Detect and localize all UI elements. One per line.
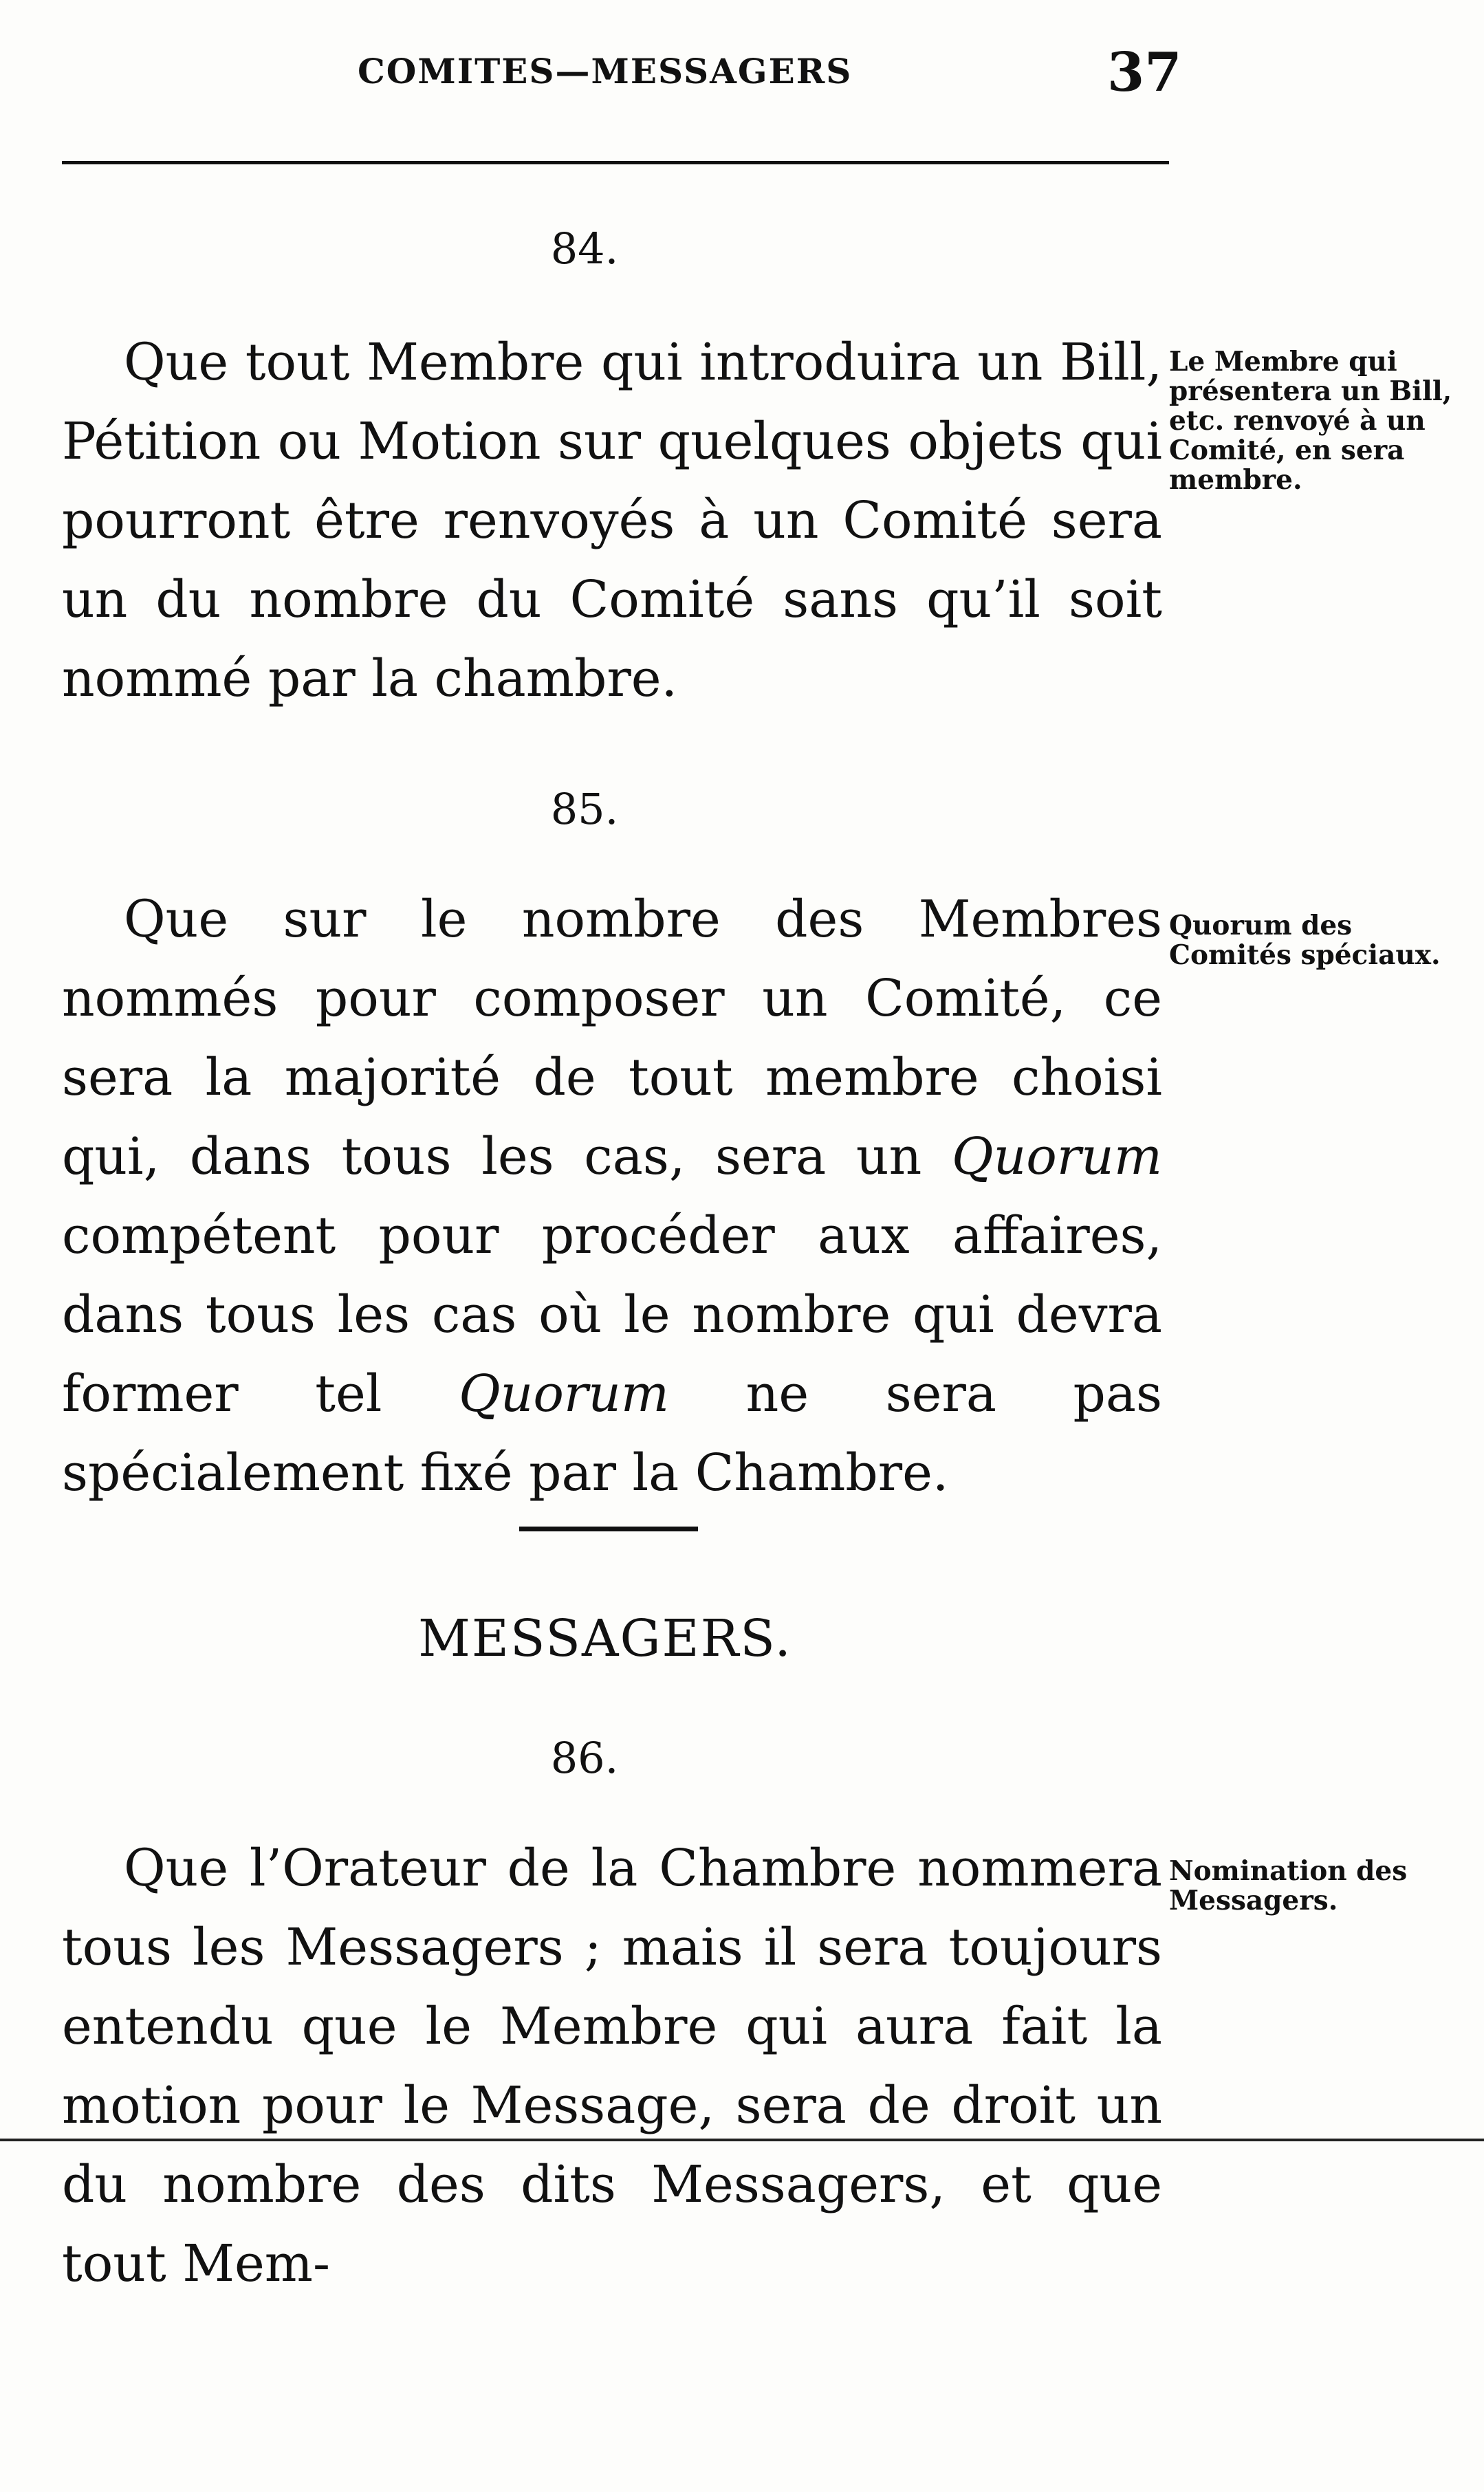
header-rule	[62, 161, 1169, 164]
section-number-84: 84.	[550, 223, 619, 274]
page-header	[62, 36, 1182, 118]
messagers-heading: MESSAGERS.	[418, 1609, 792, 1668]
section-number-85: 85.	[550, 784, 619, 834]
section-85-text-part-3: ne sera pas spécialement fixé par la Chambre.	[62, 1364, 1162, 1502]
section-85-text-part-2: compétent pour procéder aux affaires, dans tous les cas où le nombre qui devra former tel	[62, 1206, 1162, 1423]
section-85-text	[62, 880, 1162, 1513]
margin-note-84: Le Membre qui présentera un Bill, etc. renvoyé à un Comité, en sera membre.	[1169, 346, 1452, 496]
section-divider	[519, 1527, 698, 1531]
section-86-text: Que l’Orateur de la Chambre nommera tous les Messagers ; mais il sera toujours entendu que le Membre qui aura fait la motion pour le Message, sera de droit un du nombre des dits Messagers, et que tout Mem-	[62, 1839, 1162, 2293]
running-head: COMITES—MESSAGERS	[358, 51, 853, 91]
page-number: 37	[1107, 41, 1182, 104]
scan-line	[0, 2139, 1484, 2141]
section-number-86: 86.	[550, 1733, 619, 1783]
margin-note-85: Quorum des Comités spéciaux.	[1169, 910, 1441, 971]
margin-note-86: Nomination des Messagers.	[1169, 1855, 1408, 1916]
quorum-italic-2: Quorum	[459, 1364, 670, 1423]
section-84-text: Que tout Membre qui introduira un Bill, Pétition ou Motion sur quelques objets qui pourront être renvoyés à un Comité sera un du nombre du Comité sans qu’il soit nommé par la chambre.	[62, 333, 1162, 708]
quorum-italic-1: Quorum	[951, 1127, 1162, 1186]
section-85-text-part-1: Que sur le nombre des Membres nommés pour composer un Comité, ce sera la majorité de tout membre choisi qui, dans tous les cas, sera un	[62, 890, 1162, 1186]
